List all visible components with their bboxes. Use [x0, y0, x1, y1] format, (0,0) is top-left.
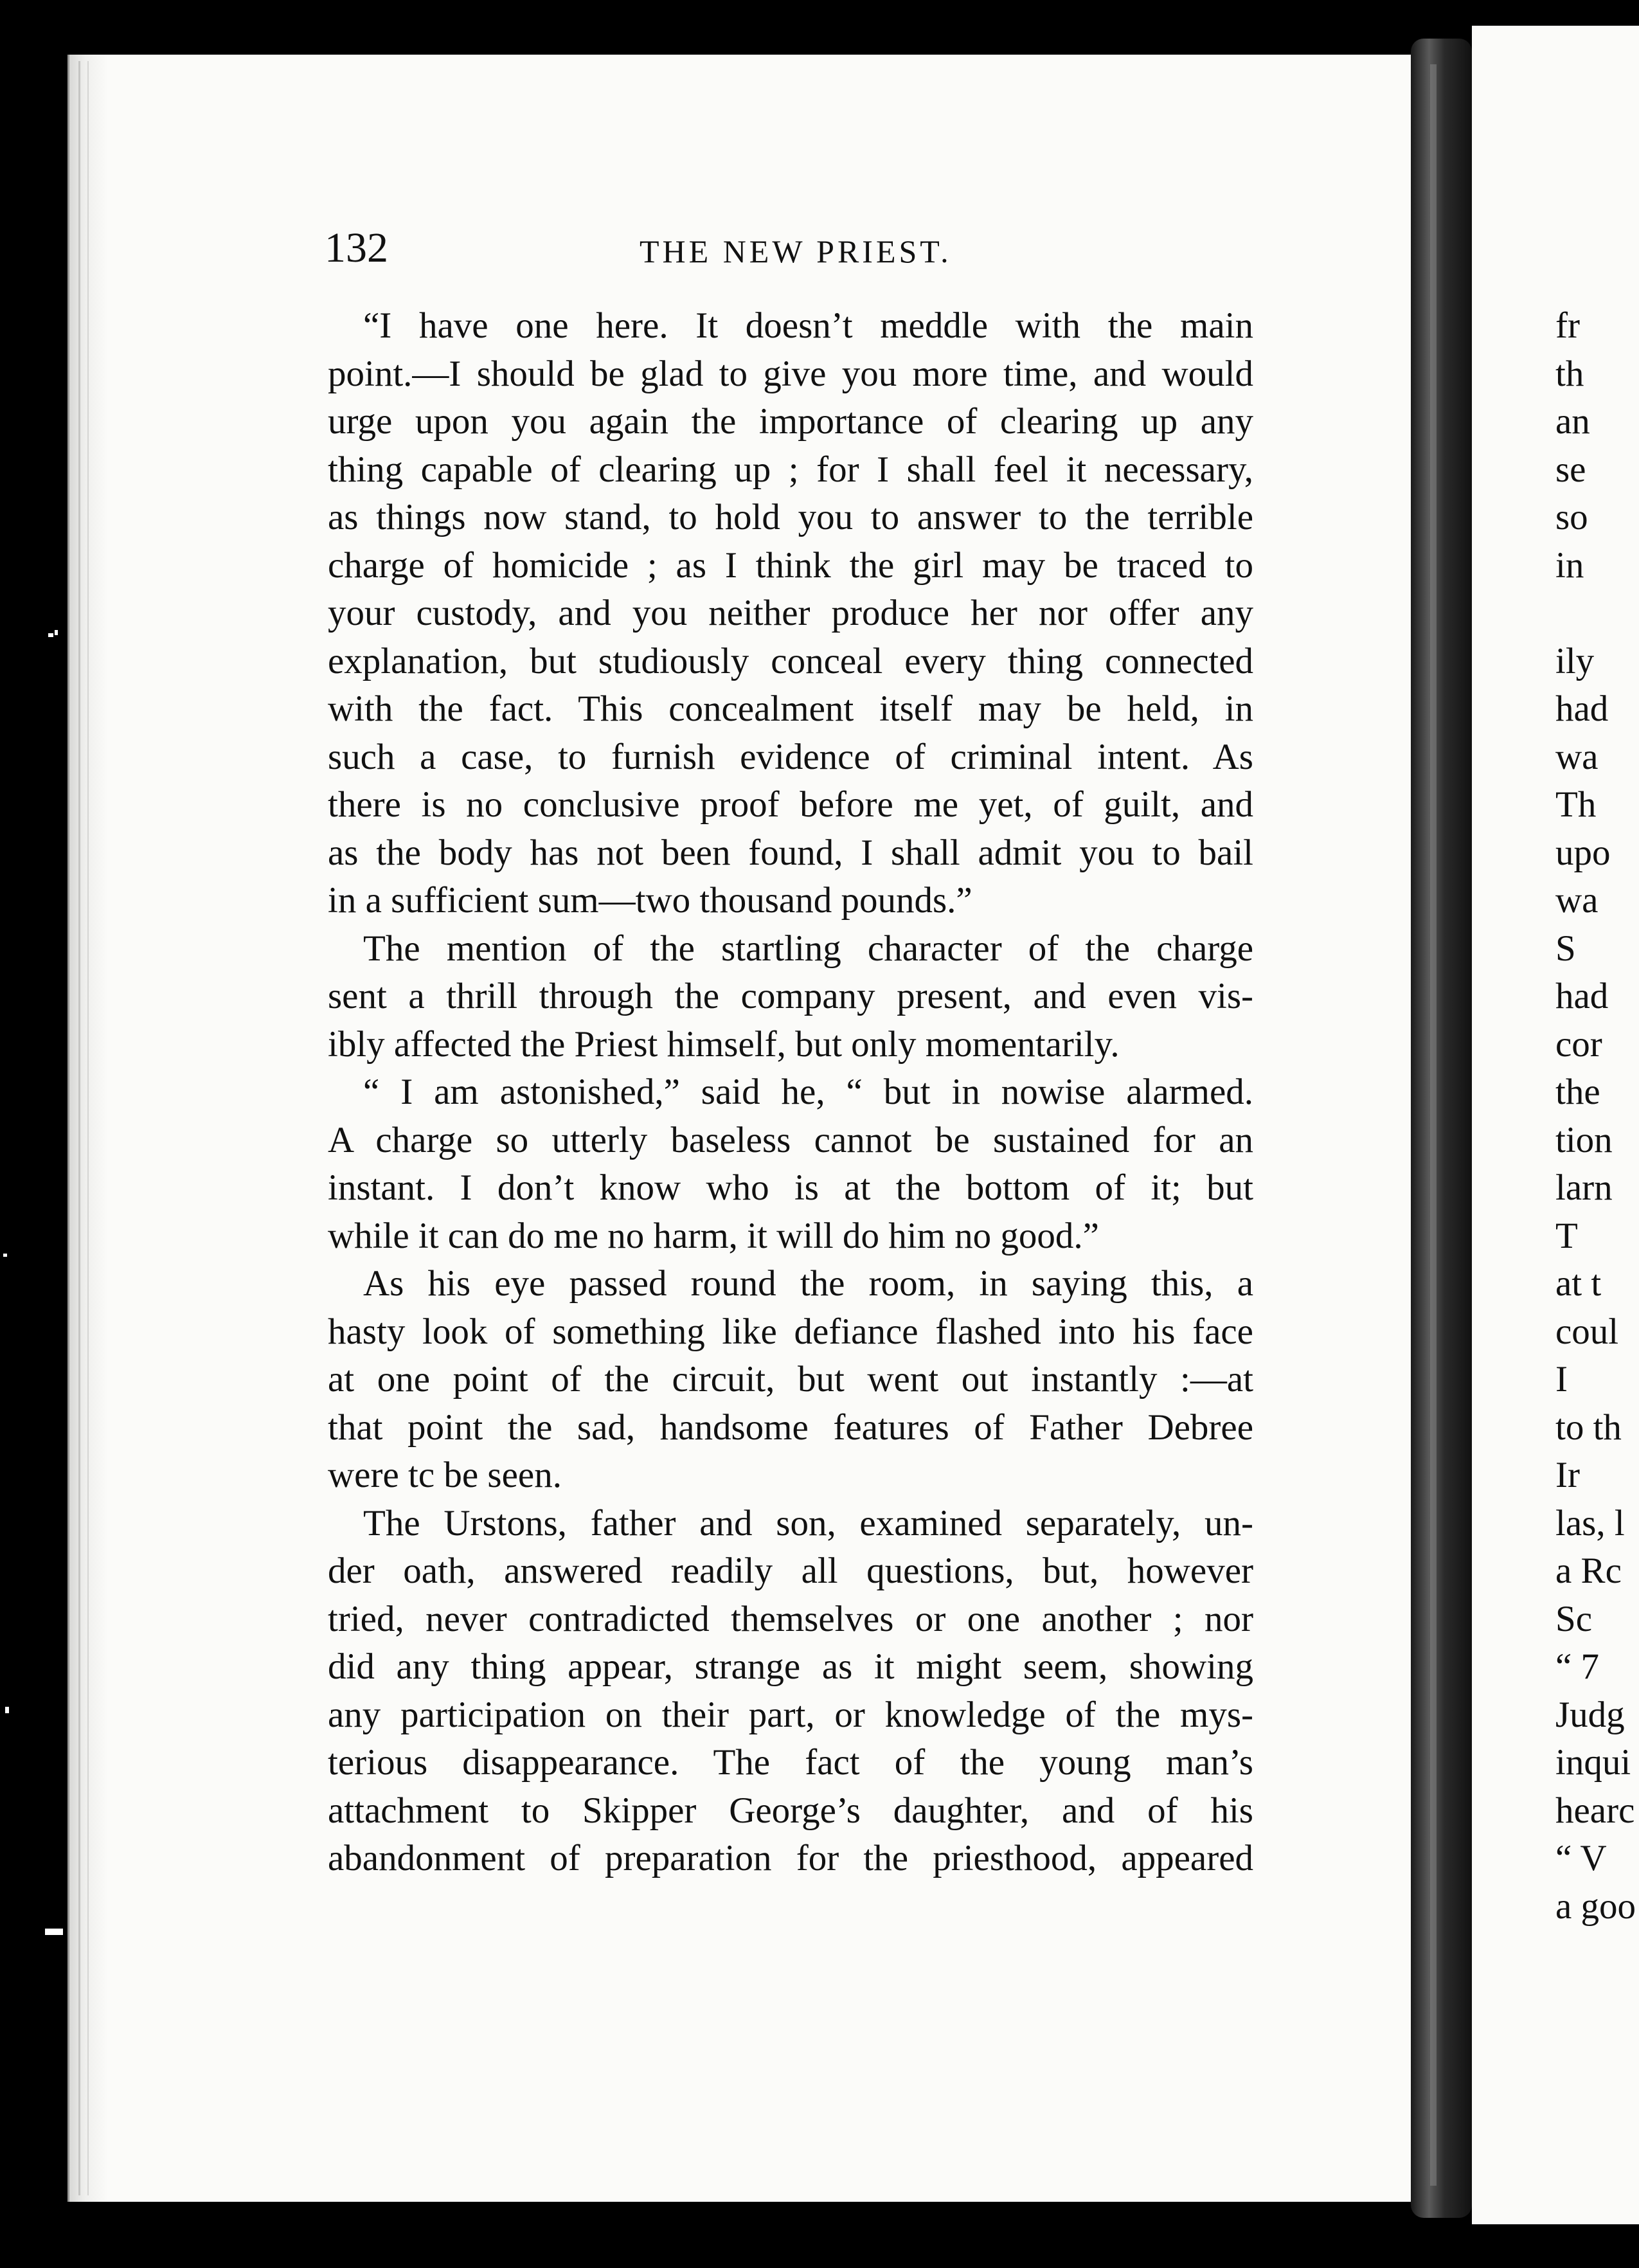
scan-speck — [5, 1707, 9, 1713]
facing-page-fragment: larn — [1555, 1167, 1613, 1208]
facing-page-fragment: an — [1555, 401, 1590, 442]
facing-page-fragment: wa — [1555, 880, 1599, 921]
facing-page-fragment: Ir — [1555, 1455, 1580, 1495]
text-line: urge upon you again the importance of clearing up any — [328, 401, 1253, 442]
facing-page-fragment: tion — [1555, 1119, 1613, 1160]
page-number: 132 — [325, 224, 388, 271]
text-line: “ I am astonished,” said he, “ but in nowise alarmed. — [363, 1072, 1253, 1112]
facing-page-fragment: se — [1555, 449, 1586, 490]
text-line: there is no conclusive proof before me yet, of guilt, and — [328, 784, 1253, 825]
facing-page-fragment: inqui — [1555, 1742, 1631, 1783]
facing-page-fragment: S — [1555, 928, 1576, 969]
text-line: A charge so utterly baseless cannot be sustained for an — [328, 1119, 1253, 1160]
facing-page-fragment: Judg — [1555, 1694, 1625, 1735]
text-line: thing capable of clearing up ; for I shall feel it necessary, — [328, 449, 1253, 490]
facing-page-fragment: fr — [1555, 305, 1580, 346]
text-line: with the fact. This concealment itself may be held, in — [328, 688, 1253, 729]
text-line: as the body has not been found, I shall admit you to bail — [328, 832, 1253, 873]
text-line: The mention of the startling character of the charge — [363, 928, 1253, 969]
text-line: in a sufficient sum—two thousand pounds.” — [328, 880, 972, 921]
text-line: instant. I don’t know who is at the bottom of it; but — [328, 1167, 1253, 1208]
text-line: The Urstons, father and son, examined separately, un- — [363, 1502, 1253, 1544]
facing-page-fragment: had — [1555, 688, 1609, 729]
facing-page-fragment: Th — [1555, 784, 1597, 825]
text-line: did any thing appear, strange as it might seem, showing — [328, 1646, 1253, 1687]
text-line: while it can do me no harm, it will do him no good.” — [328, 1215, 1099, 1256]
facing-page-fragment: T — [1555, 1215, 1578, 1256]
text-line: sent a thrill through the company present, and even vis- — [328, 976, 1253, 1016]
scan-speck — [3, 1254, 7, 1257]
body-text — [328, 302, 1253, 1883]
facing-page-fragment: th — [1555, 353, 1584, 394]
page-edge-shadow — [67, 55, 108, 2202]
facing-page-fragment: las, l — [1555, 1502, 1625, 1544]
facing-page-fragment: ily — [1555, 640, 1595, 681]
text-line: “I have one here. It doesn’t meddle with the main — [363, 305, 1253, 346]
text-line: hasty look of something like defiance flashed into his face — [328, 1311, 1253, 1352]
text-line: your custody, and you neither produce her nor offer any — [328, 593, 1253, 633]
text-line: ibly affected the Priest himself, but only momentarily. — [328, 1023, 1120, 1065]
facing-page-fragment: to th — [1555, 1407, 1622, 1448]
text-line: any participation on their part, or knowledge of the mys- — [328, 1694, 1253, 1735]
text-line: der oath, answered readily all questions, but, however — [328, 1551, 1253, 1591]
text-line: charge of homicide ; as I think the girl may be traced to — [328, 544, 1253, 586]
text-line: as things now stand, to hold you to answer to the terrible — [328, 497, 1253, 537]
facing-page-fragment: wa — [1555, 736, 1599, 777]
text-line: point.—I should be glad to give you more time, and would — [328, 353, 1253, 394]
facing-page-fragment: had — [1555, 976, 1609, 1016]
book-gutter — [1411, 39, 1472, 2218]
text-line: tried, never contradicted themselves or one another ; nor — [328, 1598, 1253, 1639]
facing-page-fragment: cor — [1555, 1023, 1602, 1065]
facing-page-fragment: Sc — [1555, 1598, 1592, 1639]
text-line: As his eye passed round the room, in saying this, a — [363, 1263, 1253, 1304]
text-line: such a case, to furnish evidence of criminal intent. As — [328, 736, 1253, 777]
text-line: abandonment of preparation for the priesthood, appeared — [328, 1838, 1253, 1878]
text-line: terious disappearance. The fact of the young man’s — [328, 1742, 1253, 1783]
facing-page-fragment: hearc — [1555, 1790, 1635, 1831]
facing-page-fragment: coul — [1555, 1311, 1619, 1352]
scan-speck — [55, 630, 58, 635]
facing-page-fragment: the — [1555, 1072, 1600, 1112]
facing-page-fragments — [1555, 302, 1639, 1931]
text-line: attachment to Skipper George’s daughter, and of his — [328, 1790, 1253, 1831]
facing-page-fragment: “ 7 — [1555, 1646, 1600, 1687]
facing-page-fragment: at t — [1555, 1263, 1602, 1304]
text-line: explanation, but studiously conceal every thing connected — [328, 640, 1253, 681]
scan-speck — [45, 1929, 63, 1935]
facing-page-fragment: “ V — [1555, 1838, 1607, 1878]
facing-page-fragment: a Rc — [1555, 1551, 1622, 1591]
text-line: that point the sad, handsome features of Father Debree — [328, 1407, 1253, 1448]
facing-page-fragment: I — [1555, 1359, 1568, 1400]
facing-page-fragment: a goo — [1555, 1886, 1636, 1927]
facing-page-fragment: upo — [1555, 832, 1611, 873]
facing-page-fragment: in — [1555, 544, 1584, 586]
text-line: were tc be seen. — [328, 1455, 562, 1495]
running-title: THE NEW PRIEST. — [640, 233, 952, 269]
facing-page-fragment: so — [1555, 497, 1588, 537]
text-line: at one point of the circuit, but went out instantly :—at — [328, 1359, 1253, 1400]
scan-speck — [48, 633, 53, 637]
